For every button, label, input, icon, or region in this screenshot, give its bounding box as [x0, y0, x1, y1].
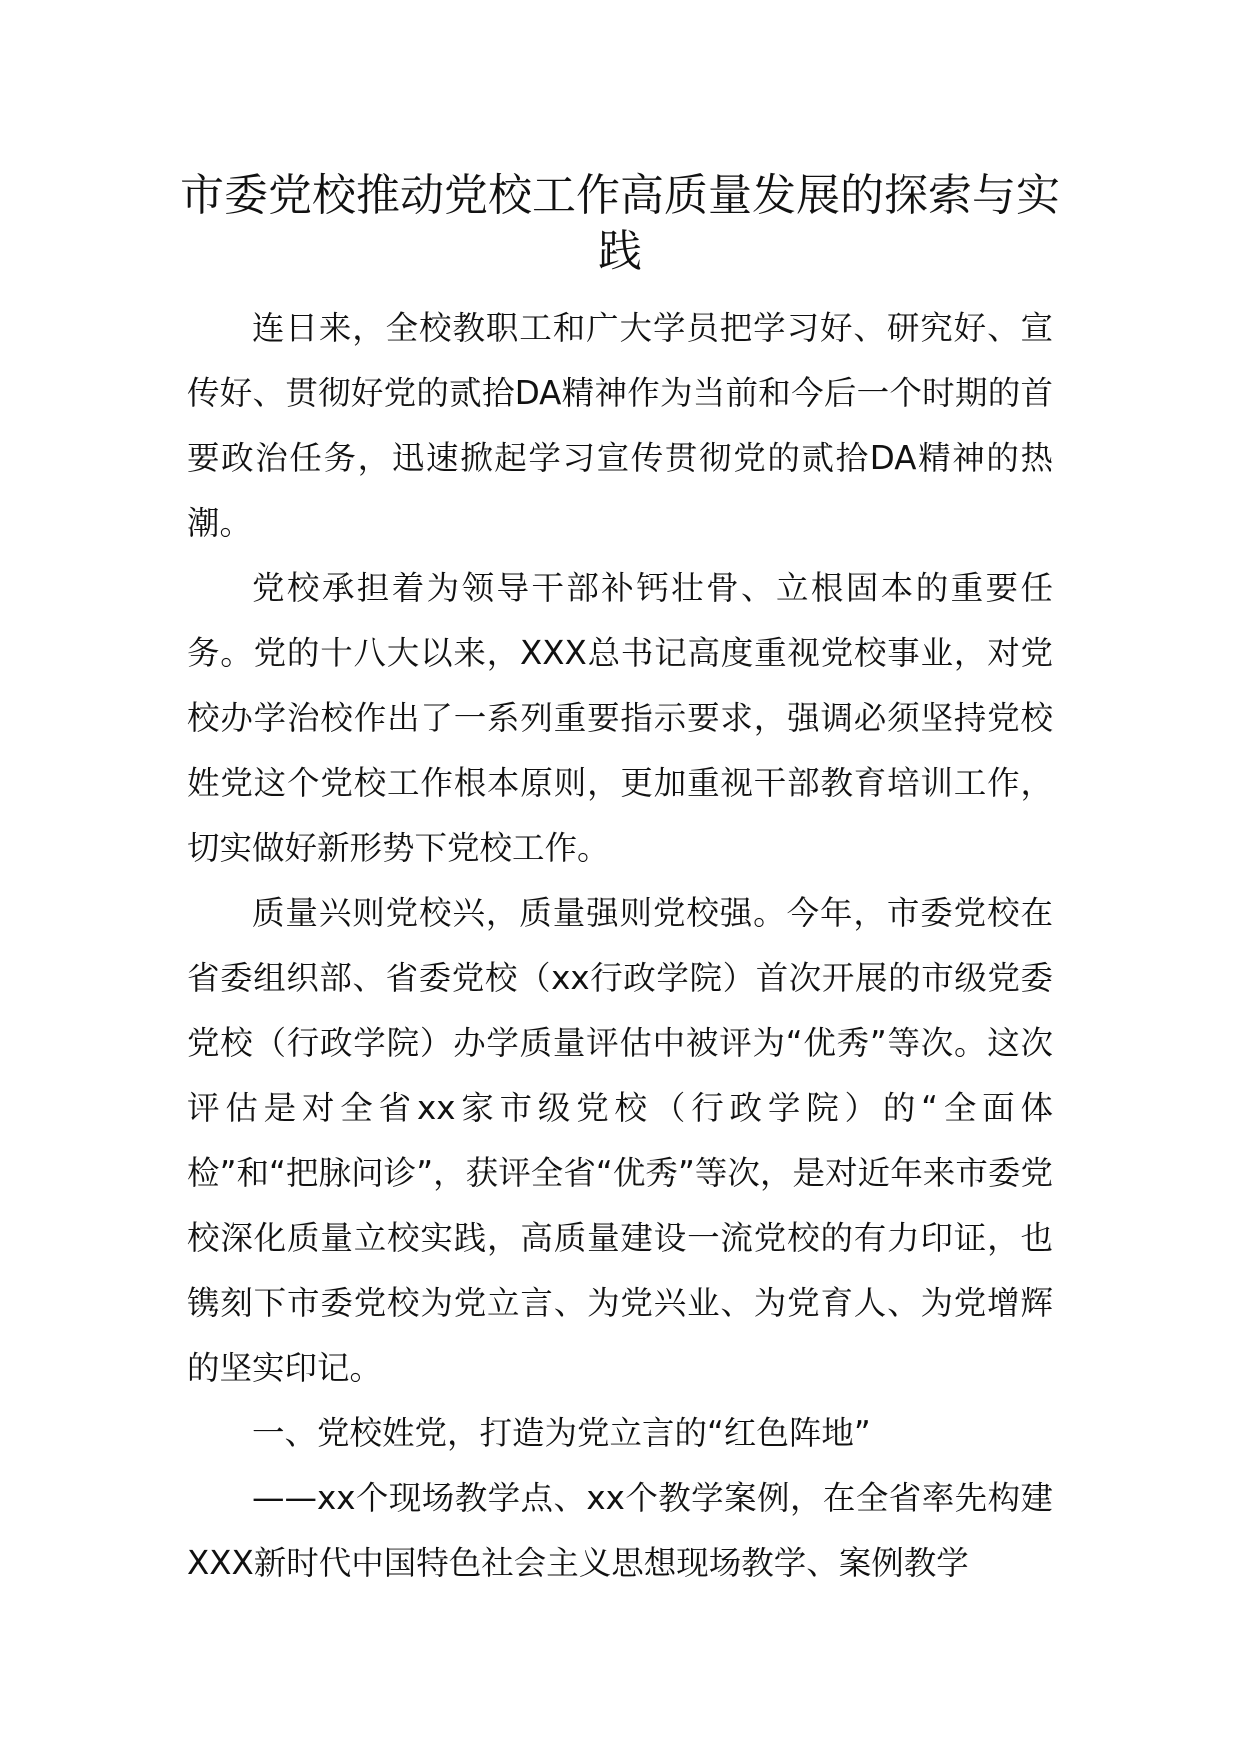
paragraph-teaching-points: ——xx个现场教学点、xx个教学案例，在全省率先构建XXX新时代中国特色社会主义思想现场教学、案例教学	[187, 1479, 1053, 1582]
document-body	[187, 296, 1053, 1596]
paragraph-party-school-task: 党校承担着为领导干部补钙壮骨、立根固本的重要任务。党的十八大以来，XXX总书记高度重视党校事业，对党校办学治校作出了一系列重要指示要求，强调必须坚持党校姓党这个党校工作根本原则，更加重视干部教育培训工作，切实做好新形势下党校工作。	[187, 569, 1053, 867]
section-heading-1: 一、党校姓党，打造为党立言的“红色阵地”	[252, 1414, 871, 1452]
paragraph-intro: 连日来，全校教职工和广大学员把学习好、研究好、宣传好、贯彻好党的贰拾DA精神作为当前和今后一个时期的首要政治任务，迅速掀起学习宣传贯彻党的贰拾DA精神的热潮。	[187, 309, 1053, 542]
paragraph-quality: 质量兴则党校兴，质量强则党校强。今年，市委党校在省委组织部、省委党校（xx行政学院）首次开展的市级党委党校（行政学院）办学质量评估中被评为“优秀”等次。这次评估是对全省xx家市级党校（行政学院）的“全面体检”和“把脉问诊”，获评全省“优秀”等次，是对近年来市委党校深化质量立校实践，高质量建设一流党校的有力印证，也镌刻下市委党校为党立言、为党兴业、为党育人、为党增辉的坚实印记。	[187, 894, 1053, 1387]
document-title: 市委党校推动党校工作高质量发展的探索与实践	[180, 170, 1060, 277]
